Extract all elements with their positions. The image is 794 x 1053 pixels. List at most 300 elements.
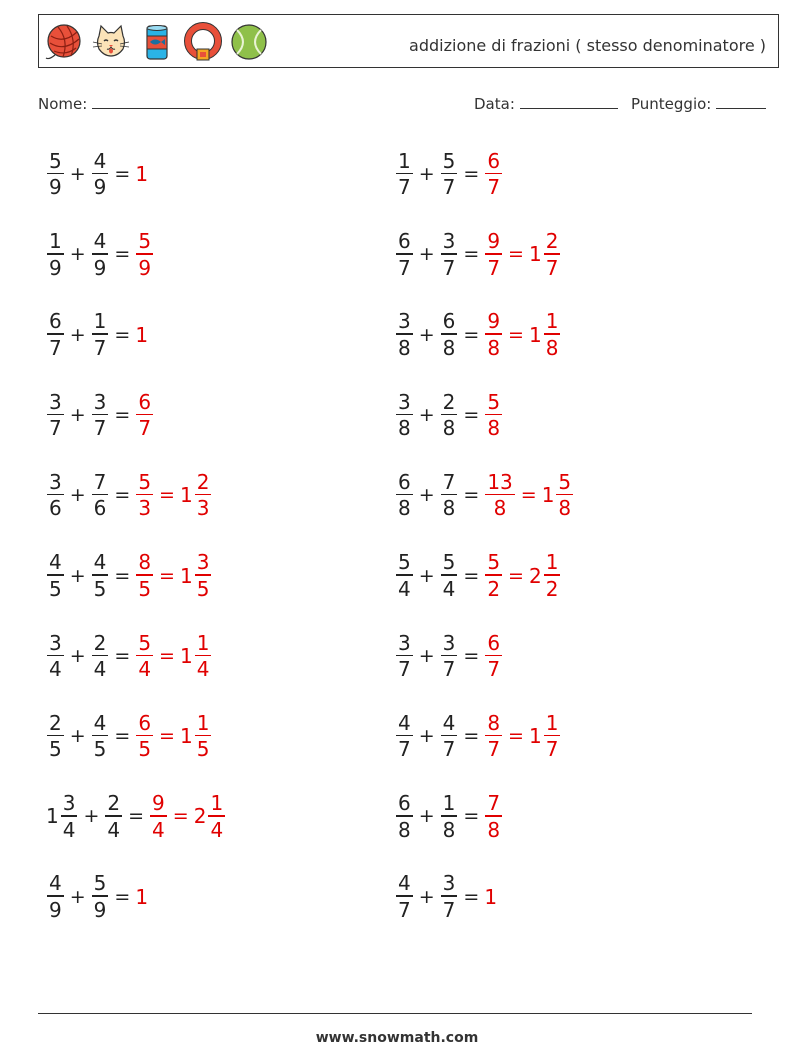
footer-divider [38,1013,752,1014]
problem-item [395,226,561,282]
fraction [136,469,153,521]
problem-item [395,467,574,523]
equals-sign: = [114,243,131,266]
equals-sign: = [463,644,480,667]
life-ring-icon [183,22,223,62]
fraction [544,311,561,358]
fraction [195,710,212,762]
denominator: 9 [93,897,107,922]
numerator: 9 [487,309,501,334]
fraction [485,630,502,682]
numerator: 4 [398,871,411,896]
fraction [136,231,153,278]
fraction [441,469,458,521]
denominator: 6 [49,496,62,521]
numerator: 5 [93,871,107,896]
denominator: 8 [398,416,411,441]
denominator: 8 [442,416,456,441]
date-label: Data: [474,95,515,113]
denominator: 9 [138,255,152,280]
answer [135,162,149,186]
plus-sign: + [418,644,435,667]
denominator: 7 [487,255,501,280]
fraction [105,793,122,840]
denominator: 9 [49,255,62,280]
numerator: 3 [93,389,107,414]
fraction [556,469,573,521]
numerator: 6 [487,148,501,173]
denominator: 8 [398,817,411,842]
problem-item [395,307,561,363]
problem-item [46,869,149,925]
fraction [396,311,413,358]
equals-sign: = [172,805,189,828]
fraction [396,710,413,762]
fraction [396,793,413,840]
equals-sign: = [520,484,537,507]
answer-whole: 1 [135,322,149,347]
equals-sign: = [114,163,131,185]
equals-sign: = [114,403,131,426]
fraction [92,311,109,358]
numerator: 5 [487,389,501,414]
numerator: 5 [49,148,62,173]
denominator: 5 [138,576,152,601]
problem-item [395,146,503,202]
cat-food-can-icon [137,22,177,62]
denominator: 4 [398,576,411,601]
fraction [47,469,64,521]
numerator: 2 [49,710,62,735]
answer-whole: 1 [179,643,193,668]
numerator: 5 [487,550,501,575]
denominator: 7 [442,897,456,922]
problem-item [46,548,212,604]
fraction [136,389,153,441]
fraction [441,710,458,762]
name-label: Nome: [38,95,88,113]
numerator: 6 [442,309,456,334]
answer [135,323,149,347]
fraction [441,148,458,200]
denominator: 7 [93,335,107,360]
problem-item [395,869,498,925]
fraction [92,231,109,278]
whole-number: 1 [46,804,59,829]
fraction [136,552,153,599]
numerator: 5 [398,550,411,575]
numerator: 1 [93,309,107,334]
fraction [396,873,413,920]
denominator: 8 [487,335,501,360]
denominator: 7 [398,737,411,762]
fraction [441,552,458,599]
plus-sign: + [418,885,435,908]
date-field [474,94,618,113]
denominator: 5 [93,737,107,762]
fraction [150,793,167,840]
problem-item [46,467,212,523]
equals-sign: = [463,243,480,266]
fraction [396,389,413,441]
plus-sign: + [69,644,86,667]
fraction [92,148,109,200]
numerator: 5 [138,229,152,254]
answer [135,469,212,521]
denominator: 5 [93,576,107,601]
equals-sign: = [114,484,131,507]
plus-sign: + [69,323,86,346]
numerator: 4 [49,550,62,575]
plus-sign: + [418,163,435,185]
fraction [47,873,64,920]
numerator: 3 [442,871,456,896]
fraction [396,148,413,200]
answer [135,630,212,682]
name-field [38,94,210,113]
numerator: 5 [138,469,152,494]
denominator: 7 [398,897,411,922]
fraction [47,710,64,762]
worksheet-header [38,14,779,68]
denominator: 8 [398,335,411,360]
equals-sign: = [508,725,524,748]
numerator: 2 [442,389,456,414]
fraction [195,469,212,521]
fraction [92,552,109,599]
denominator: 8 [487,817,501,842]
header-icons [45,21,269,63]
equals-sign: = [508,564,524,587]
plus-sign: + [418,484,435,507]
fraction [441,873,458,920]
problem-item [395,628,503,684]
fraction [485,710,502,762]
answer [484,710,561,762]
problem-item [395,708,561,764]
numerator: 1 [49,229,62,254]
fraction [47,148,64,200]
equals-sign: = [114,885,131,908]
denominator: 4 [93,657,107,682]
plus-sign: + [69,163,86,185]
answer-whole: 1 [135,884,149,909]
equals-sign: = [159,725,175,748]
fraction [396,231,413,278]
denominator: 9 [49,175,62,200]
answer-whole: 2 [193,804,207,829]
fraction [485,552,502,599]
worksheet-title: addizione di frazioni ( stesso denominatore ) [409,36,766,55]
answer-whole: 1 [528,322,542,347]
denominator: 7 [545,737,559,762]
name-line[interactable] [92,94,210,109]
numerator: 13 [487,469,513,494]
plus-sign: + [69,725,86,748]
denominator: 7 [93,416,107,441]
numerator: 3 [196,550,210,575]
fraction [544,552,561,599]
numerator: 4 [93,148,107,173]
equals-sign: = [463,484,480,507]
denominator: 3 [196,496,210,521]
fraction [47,231,64,278]
plus-sign: + [418,323,435,346]
fraction [195,552,212,599]
numerator: 1 [210,791,224,816]
equals-sign: = [114,644,131,667]
answer [484,148,503,200]
numerator: 8 [138,550,152,575]
denominator: 7 [442,255,456,280]
denominator: 9 [93,255,107,280]
denominator: 5 [196,576,210,601]
answer-whole: 1 [179,724,193,749]
denominator: 9 [49,897,62,922]
fraction [208,793,225,840]
denominator: 7 [398,255,411,280]
problem-item [46,307,149,363]
numerator: 1 [545,309,559,334]
numerator: 1 [545,710,559,735]
denominator: 2 [545,576,559,601]
denominator: 7 [138,416,152,441]
answer [484,885,498,909]
fraction [92,873,109,920]
denominator: 7 [398,175,411,200]
equals-sign: = [463,885,480,908]
problem-item [46,146,149,202]
numerator: 3 [49,469,62,494]
denominator: 7 [442,737,456,762]
answer [135,231,154,278]
problem-item [395,788,503,844]
fraction [485,469,514,521]
denominator: 8 [558,496,572,521]
numerator: 1 [442,791,456,816]
denominator: 5 [196,737,210,762]
plus-sign: + [69,484,86,507]
denominator: 7 [49,335,62,360]
numerator: 8 [487,710,501,735]
denominator: 8 [493,496,507,521]
problem-item [46,708,212,764]
numerator: 5 [138,630,152,655]
equals-sign: = [159,484,175,507]
footer-url: www.snowmath.com [315,1030,479,1046]
denominator: 4 [152,817,165,842]
score-label: Punteggio: [631,95,712,113]
date-line[interactable] [520,94,618,109]
answer [135,885,149,909]
fraction [485,311,502,358]
numerator: 6 [138,710,152,735]
problem-item [46,628,212,684]
fraction [61,793,78,840]
fraction [485,793,502,840]
numerator: 3 [49,630,62,655]
fraction [485,148,502,200]
plus-sign: + [69,564,86,587]
score-line[interactable] [716,94,766,109]
denominator: 4 [442,576,456,601]
fraction [441,311,458,358]
numerator: 5 [442,148,456,173]
denominator: 4 [210,817,224,842]
denominator: 7 [442,175,456,200]
fraction [396,469,413,521]
fraction [485,231,502,278]
fraction [544,231,561,278]
numerator: 3 [49,389,62,414]
answer [484,630,503,682]
denominator: 3 [138,496,152,521]
equals-sign: = [508,323,524,346]
fraction [136,630,153,682]
denominator: 8 [545,335,559,360]
equals-sign: = [128,805,145,828]
numerator: 6 [398,229,411,254]
fraction [441,793,458,840]
answer-whole: 1 [541,483,555,508]
numerator: 1 [196,710,210,735]
equals-sign: = [159,564,175,587]
answer-whole: 1 [528,724,542,749]
plus-sign: + [69,403,86,426]
denominator: 4 [107,817,121,842]
numerator: 5 [442,550,456,575]
denominator: 2 [487,576,501,601]
fraction [47,389,64,441]
answer [135,710,212,762]
fraction [136,710,153,762]
tennis-ball-icon [229,22,269,62]
numerator: 3 [62,791,76,816]
problem-item [46,387,154,443]
fraction [441,231,458,278]
denominator: 4 [196,657,210,682]
numerator: 4 [442,710,456,735]
numerator: 4 [49,871,62,896]
answer [484,793,503,840]
equals-sign: = [463,163,480,185]
problem-item [46,788,226,844]
fraction [92,469,109,521]
cat-face-icon [91,22,131,62]
denominator: 8 [442,817,456,842]
numerator: 5 [558,469,572,494]
fraction [92,630,109,682]
denominator: 7 [487,657,501,682]
numerator: 4 [93,550,107,575]
equals-sign: = [114,564,131,587]
answer [149,793,226,840]
numerator: 3 [442,229,456,254]
problem-item [395,387,503,443]
fraction [485,389,502,441]
fraction [441,630,458,682]
answer [484,389,503,441]
denominator: 7 [545,255,559,280]
fraction [195,630,212,682]
equals-sign: = [114,323,131,346]
equals-sign: = [463,805,480,828]
plus-sign: + [418,403,435,426]
fraction [47,552,64,599]
denominator: 7 [442,657,456,682]
numerator: 6 [398,469,411,494]
numerator: 1 [196,630,210,655]
plus-sign: + [418,243,435,266]
denominator: 7 [487,737,501,762]
answer [135,389,154,441]
equals-sign: = [463,403,480,426]
score-field [631,94,766,113]
plus-sign: + [69,885,86,908]
numerator: 3 [398,630,411,655]
plus-sign: + [418,805,435,828]
numerator: 4 [93,229,107,254]
denominator: 7 [487,175,501,200]
fraction [441,389,458,441]
numerator: 2 [196,469,210,494]
plus-sign: + [69,243,86,266]
denominator: 8 [442,335,456,360]
denominator: 8 [442,496,456,521]
numerator: 6 [398,791,411,816]
equals-sign: = [463,725,480,748]
numerator: 2 [93,630,107,655]
answer-whole: 2 [528,563,542,588]
answer-whole: 1 [528,242,542,267]
numerator: 6 [138,389,152,414]
denominator: 4 [138,657,152,682]
plus-sign: + [418,725,435,748]
answer-whole: 1 [484,884,498,909]
answer-whole: 1 [179,483,193,508]
fraction [92,389,109,441]
numerator: 4 [398,710,411,735]
denominator: 6 [93,496,107,521]
numerator: 2 [545,229,559,254]
denominator: 4 [62,817,76,842]
fraction [396,552,413,599]
denominator: 8 [398,496,411,521]
numerator: 7 [487,791,501,816]
numerator: 3 [398,389,411,414]
fraction [544,710,561,762]
numerator: 3 [398,309,411,334]
numerator: 9 [152,791,165,816]
numerator: 7 [93,469,107,494]
answer [484,469,574,521]
denominator: 8 [487,416,501,441]
answer-whole: 1 [179,563,193,588]
denominator: 7 [49,416,62,441]
fraction [92,710,109,762]
numerator: 6 [49,309,62,334]
answer-whole: 1 [135,162,149,186]
numerator: 1 [398,148,411,173]
equals-sign: = [114,725,131,748]
problem-item [395,548,561,604]
plus-sign: + [418,564,435,587]
denominator: 5 [49,576,62,601]
numerator: 9 [487,229,501,254]
fraction [47,630,64,682]
equals-sign: = [463,323,480,346]
numerator: 3 [442,630,456,655]
